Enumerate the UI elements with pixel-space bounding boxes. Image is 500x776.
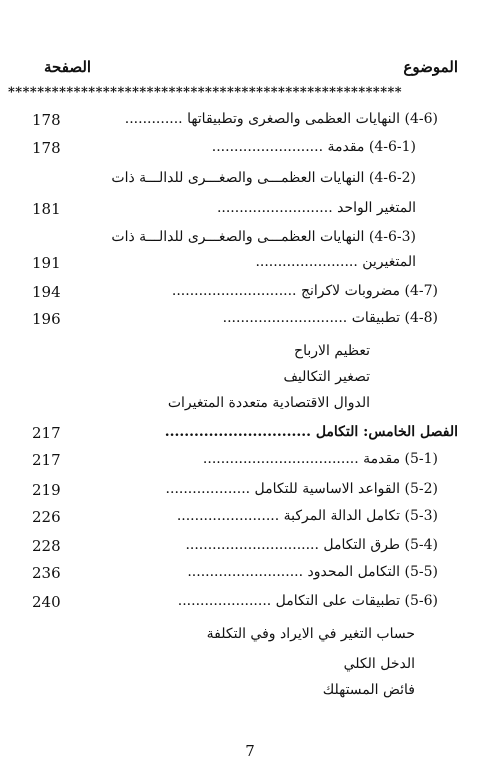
toc-entry: (5-5) التكامل المحدود .......................... xyxy=(187,564,438,580)
toc-page: 178 xyxy=(32,139,61,157)
toc-row xyxy=(0,369,500,395)
toc-row xyxy=(0,139,500,165)
toc-entry: المتغير الواحد .......................... xyxy=(216,200,416,216)
header-page: الصفحة xyxy=(44,58,92,76)
toc-row xyxy=(0,593,500,619)
toc-entry: (4-6-1) مقدمة ......................... xyxy=(211,139,416,155)
toc-page: 194 xyxy=(32,283,61,301)
toc-page: 217 xyxy=(32,451,61,469)
toc-chapter-heading: الفصل الخامس: التكامل .............................. xyxy=(164,424,458,440)
toc-row xyxy=(0,229,500,255)
toc-page: 178 xyxy=(32,111,61,129)
header-topic: الموضوع xyxy=(403,58,458,76)
toc-row xyxy=(0,111,500,137)
toc-row xyxy=(0,254,500,280)
toc-entry: الدخل الكلي xyxy=(343,656,415,672)
toc-row xyxy=(0,310,500,336)
toc-entry: (4-8) تطبيقات ............................ xyxy=(222,310,438,326)
toc-row xyxy=(0,656,500,682)
toc-row xyxy=(0,481,500,507)
toc-entry: (4-6) النهايات العظمى والصغرى وتطبيقاتها ............. xyxy=(124,111,438,127)
toc-entry: (5-3) تكامل الدالة المركبة ....................... xyxy=(176,508,438,524)
toc-row xyxy=(0,283,500,309)
toc-entry: (5-4) طرق التكامل .............................. xyxy=(185,537,438,553)
toc-entry: (4-6-3) النهايات العظمـــى والصغـــرى للدالـــة ذات xyxy=(111,229,416,245)
toc-page: 196 xyxy=(32,310,61,328)
toc-entry: تصغير التكاليف xyxy=(283,369,370,385)
toc-page: 181 xyxy=(32,200,61,218)
toc-entry: (5-6) تطبيقات على التكامل ..................... xyxy=(177,593,438,609)
toc-page: 219 xyxy=(32,481,61,499)
toc-row xyxy=(0,343,500,369)
toc-page: 226 xyxy=(32,508,61,526)
header-separator: ****************************************************** xyxy=(8,85,403,100)
toc-row xyxy=(0,200,500,226)
toc-row xyxy=(0,537,500,563)
toc-page: 217 xyxy=(32,424,61,442)
toc-entry: فائض المستهلك xyxy=(322,682,415,698)
toc-entry: المتغيرين ....................... xyxy=(255,254,416,270)
toc-entry: (5-2) القواعد الاساسية للتكامل ................... xyxy=(165,481,438,497)
toc-entry: تعظيم الارباح xyxy=(294,343,370,359)
toc-row xyxy=(0,395,500,421)
toc-row xyxy=(0,508,500,534)
toc-entry: الدوال الاقتصادية متعددة المتغيرات xyxy=(167,395,370,411)
toc-entry: (4-6-2) النهايات العظمـــى والصغـــرى للدالـــة ذات xyxy=(111,170,416,186)
toc-page: 228 xyxy=(32,537,61,555)
toc-entry: حساب التغير في الايراد وفي التكلفة xyxy=(206,626,415,642)
toc-entry: (4-7) مضروبات لاكرانج ............................ xyxy=(171,283,438,299)
toc-page: 236 xyxy=(32,564,61,582)
toc-row xyxy=(0,564,500,590)
toc-row xyxy=(0,451,500,477)
page-number: 7 xyxy=(245,742,255,760)
toc-page: 240 xyxy=(32,593,61,611)
toc-page: 191 xyxy=(32,254,61,272)
toc-row xyxy=(0,424,500,450)
toc-row xyxy=(0,626,500,652)
toc-entry: (5-1) مقدمة ................................... xyxy=(202,451,438,467)
toc-row xyxy=(0,170,500,196)
toc-row xyxy=(0,682,500,708)
